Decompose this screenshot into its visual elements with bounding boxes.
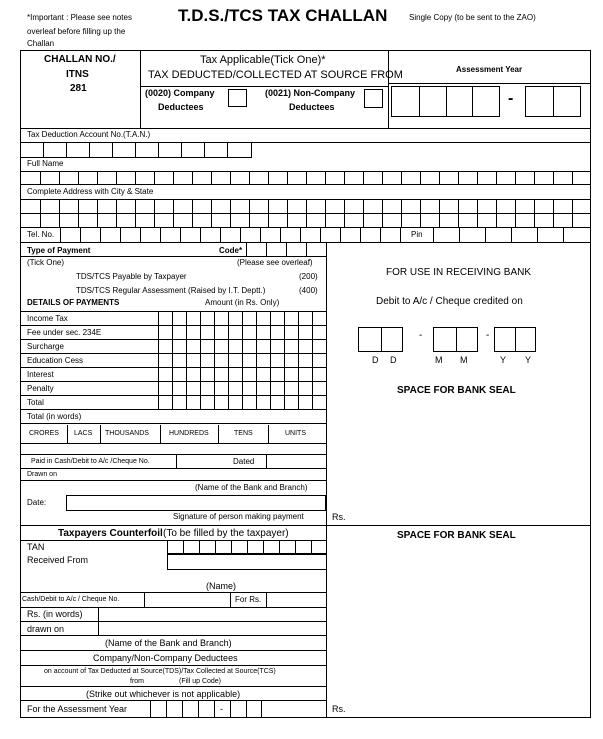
denom-tens: TENS bbox=[234, 430, 253, 437]
row-penalty: Penalty bbox=[27, 384, 54, 393]
denominations-row bbox=[20, 425, 326, 443]
company-checkbox[interactable] bbox=[228, 89, 247, 107]
counterfoil-assessment-dash: - bbox=[220, 704, 223, 714]
bank-date-dash-2: - bbox=[486, 330, 490, 341]
counterfoil-from-label: from bbox=[130, 678, 144, 685]
row-total: Total bbox=[27, 398, 44, 407]
overleaf-note: (Please see overleaf) bbox=[237, 258, 313, 267]
received-from-input[interactable] bbox=[167, 554, 327, 570]
payment-option-200-code: (200) bbox=[299, 272, 318, 281]
payment-details-table bbox=[20, 311, 326, 425]
row-interest: Interest bbox=[27, 370, 54, 379]
tan-label: Tax Deduction Account No.(T.A.N.) bbox=[27, 130, 151, 139]
denom-lacs: LACS bbox=[74, 430, 93, 437]
assessment-year-end-boxes[interactable] bbox=[525, 86, 581, 117]
date-label-m1: M bbox=[435, 355, 443, 365]
date-label-y2: Y bbox=[525, 355, 532, 365]
bank-date-dash-1: - bbox=[419, 330, 423, 341]
denom-hundreds: HUNDREDS bbox=[169, 430, 209, 437]
tax-applicable-heading: Tax Applicable(Tick One)* bbox=[200, 54, 326, 66]
dated-label: Dated bbox=[233, 457, 255, 466]
important-note-line1: *Important : Please see notes bbox=[27, 13, 132, 22]
counterfoil-tan-label: TAN bbox=[27, 542, 45, 552]
row-education-cess: Education Cess bbox=[27, 356, 84, 365]
details-of-payments-label: DETAILS OF PAYMENTS bbox=[27, 298, 120, 307]
itns-label: ITNS bbox=[66, 69, 89, 80]
page-title: T.D.S./TCS TAX CHALLAN bbox=[178, 6, 388, 25]
counterfoil-deductees-label: Company/Non-Company Deductees bbox=[93, 653, 238, 663]
bank-date-day-boxes[interactable] bbox=[358, 327, 403, 352]
counterfoil-tan-boxes[interactable] bbox=[167, 540, 326, 554]
paid-in-cash-label: Paid in Cash/Debit to A/c /Cheque No. bbox=[31, 458, 150, 465]
row-income-tax: Income Tax bbox=[27, 314, 68, 323]
counterfoil-bank-seal-label: SPACE FOR BANK SEAL bbox=[397, 530, 516, 541]
payment-option-200[interactable]: TDS/TCS Payable by Taxpayer bbox=[76, 272, 187, 281]
counterfoil-assessment-year-label: For the Assessment Year bbox=[27, 704, 128, 714]
receiving-bank-heading: FOR USE IN RECEIVING BANK bbox=[386, 267, 532, 278]
bank-date-month-boxes[interactable] bbox=[433, 327, 478, 352]
tax-applicable-subheading: TAX DEDUCTED/COLLECTED AT SOURCE FROM bbox=[148, 69, 403, 81]
counterfoil-rs-words-label: Rs. (in words) bbox=[27, 609, 83, 619]
company-label: Deductees bbox=[158, 102, 204, 112]
payment-option-400-code: (400) bbox=[299, 286, 318, 295]
counterfoil-assessment-year-start-boxes[interactable] bbox=[150, 700, 214, 717]
counterfoil-heading: Taxpayers Counterfoil bbox=[58, 528, 163, 539]
copy-note: Single Copy (to be sent to the ZAO) bbox=[409, 13, 536, 22]
challan-label: CHALLAN NO./ bbox=[44, 54, 116, 65]
tel-label: Tel. No. bbox=[27, 230, 55, 239]
tel-input-boxes[interactable] bbox=[60, 228, 420, 242]
counterfoil-for-rs-label: For Rs. bbox=[235, 595, 262, 604]
pin-input-boxes[interactable] bbox=[433, 228, 591, 242]
bank-seal-label: SPACE FOR BANK SEAL bbox=[397, 385, 516, 396]
payment-option-400[interactable]: TDS/TCS Regular Assessment (Raised by I.T. Deptt.) bbox=[76, 286, 266, 295]
row-total-words: Total (in words) bbox=[27, 412, 82, 421]
assessment-year-dash: - bbox=[508, 90, 514, 107]
bank-branch-label: (Name of the Bank and Branch) bbox=[195, 483, 308, 492]
challan-number: 281 bbox=[70, 83, 87, 94]
counterfoil-strike-note: (Strike out whichever is not applicable) bbox=[86, 689, 241, 699]
counterfoil-name-label: (Name) bbox=[206, 581, 237, 591]
noncompany-checkbox[interactable] bbox=[364, 89, 383, 108]
counterfoil-drawn-on-label: drawn on bbox=[27, 624, 65, 634]
drawn-on-label: Drawn on bbox=[27, 471, 57, 478]
important-note-line2: overleaf before filling up the bbox=[27, 27, 126, 36]
counterfoil-on-account-label: on account of Tax Deducted at Source(TDS)/Tax Collected at Source(TCS) bbox=[44, 668, 276, 675]
row-surcharge: Surcharge bbox=[27, 342, 64, 351]
assessment-year-start-boxes[interactable] bbox=[391, 86, 500, 117]
date-label-y1: Y bbox=[500, 355, 507, 365]
date-label-d1: D bbox=[372, 355, 379, 365]
payment-type-label: Type of Payment bbox=[27, 246, 91, 255]
counterfoil-cash-debit-label: Cash/Debit to A/c / Cheque No. bbox=[22, 596, 120, 603]
denom-crores: CRORES bbox=[29, 430, 59, 437]
signature-label: Signature of person making payment bbox=[173, 512, 304, 521]
pin-label: Pin bbox=[411, 230, 423, 239]
assessment-year-label: Assessment Year bbox=[456, 65, 523, 74]
denom-units: UNITS bbox=[285, 430, 306, 437]
counterfoil-rs-label: Rs. bbox=[332, 704, 346, 714]
full-name-input-boxes[interactable] bbox=[20, 171, 591, 185]
noncompany-label: Deductees bbox=[289, 102, 335, 112]
date-label-d2: D bbox=[390, 355, 397, 365]
important-note-line3: Challan bbox=[27, 39, 55, 48]
received-from-label: Received From bbox=[27, 555, 89, 565]
counterfoil-subheading: (To be filled by the taxpayer) bbox=[163, 528, 289, 539]
noncompany-code: (0021) Non-Company bbox=[265, 88, 356, 98]
date-label: Date: bbox=[27, 498, 47, 507]
payment-code-boxes[interactable] bbox=[246, 242, 326, 256]
counterfoil-fill-code-label: (Fill up Code) bbox=[179, 678, 222, 685]
tick-one-label: (Tick One) bbox=[27, 258, 65, 267]
counterfoil-bank-branch-label: (Name of the Bank and Branch) bbox=[105, 638, 232, 648]
counterfoil-assessment-year-end-boxes[interactable] bbox=[230, 700, 262, 717]
date-input[interactable] bbox=[66, 495, 326, 511]
payment-code-label: Code* bbox=[219, 246, 243, 255]
payment-rs-label: Rs. bbox=[332, 512, 346, 522]
denom-thousands: THOUSANDS bbox=[105, 430, 149, 437]
address-label: Complete Address with City & State bbox=[27, 187, 154, 196]
tan-input-boxes[interactable] bbox=[20, 142, 252, 158]
company-code: (0020) Company bbox=[145, 88, 215, 98]
amount-label: Amount (in Rs. Only) bbox=[205, 298, 280, 307]
bank-date-year-boxes[interactable] bbox=[494, 327, 536, 352]
row-fee-234e: Fee under sec. 234E bbox=[27, 328, 102, 337]
date-label-m2: M bbox=[460, 355, 468, 365]
debit-credited-label: Debit to A/c / Cheque credited on bbox=[376, 296, 523, 307]
full-name-label: Full Name bbox=[27, 159, 64, 168]
